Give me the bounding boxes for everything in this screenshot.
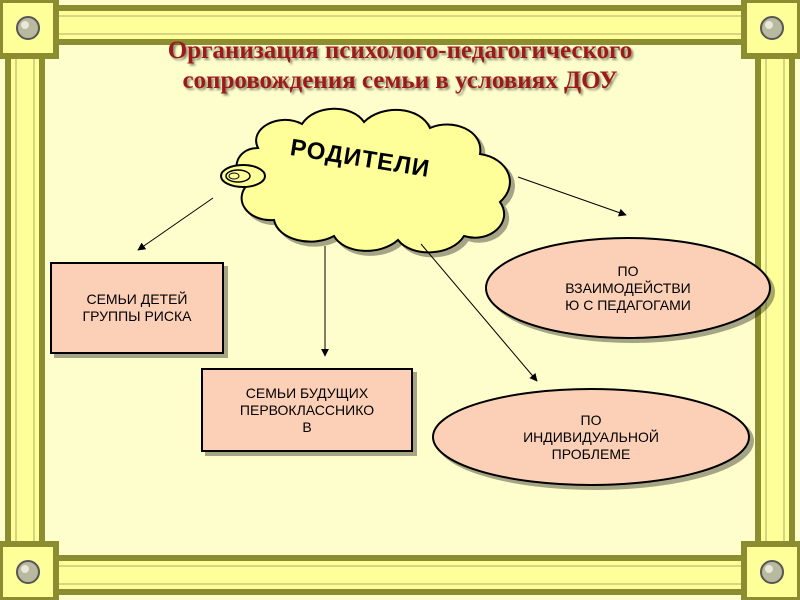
- ellipse-line: ПО: [617, 262, 639, 279]
- cloud-tail: [221, 165, 265, 187]
- box-line: СЕМЬИ ДЕТЕЙ: [86, 291, 188, 307]
- arrow-to-teacher-interaction: [518, 177, 626, 215]
- box-line: СЕМЬИ БУДУЩИХ: [245, 384, 369, 401]
- stud-icon: [761, 561, 783, 583]
- frame-left-bar: [8, 22, 42, 578]
- arrow-to-risk-families: [138, 198, 213, 250]
- box-future-first-graders: [201, 368, 413, 452]
- corner-bottom-left: [0, 544, 56, 600]
- frame-bottom-bar: [22, 558, 778, 592]
- box-line: ГРУППЫ РИСКА: [82, 308, 192, 324]
- title-line-2: сопровождения семьи в условиях ДОУ: [182, 67, 618, 94]
- ellipse-line: ВЗАИМОДЕЙСТВИ: [565, 279, 691, 296]
- page-title: [40, 36, 760, 96]
- box-risk-families: [50, 262, 224, 354]
- center-cloud: [237, 109, 510, 253]
- box-line: В: [302, 418, 312, 435]
- ellipse-line: ПО: [580, 411, 602, 428]
- ellipse-line: Ю С ПЕДАГОГАМИ: [565, 296, 691, 313]
- title-line-1: Организация психолого-педагогического: [167, 37, 633, 64]
- ellipse-label-teacher-interaction: [500, 248, 756, 328]
- box-line: ПЕРВОКЛАССНИКО: [239, 401, 375, 418]
- corner-bottom-right: [744, 544, 800, 600]
- stud-icon: [17, 561, 39, 583]
- stud-icon: [17, 17, 39, 39]
- stud-icon: [761, 17, 783, 39]
- ellipse-line: ПРОБЛЕМЕ: [551, 445, 631, 462]
- ellipse-label-individual-problem: [450, 398, 732, 476]
- cloud-label: РОДИТЕЛИ: [288, 134, 432, 183]
- ellipse-line: ИНДИВИДУАЛЬНОЙ: [523, 428, 659, 445]
